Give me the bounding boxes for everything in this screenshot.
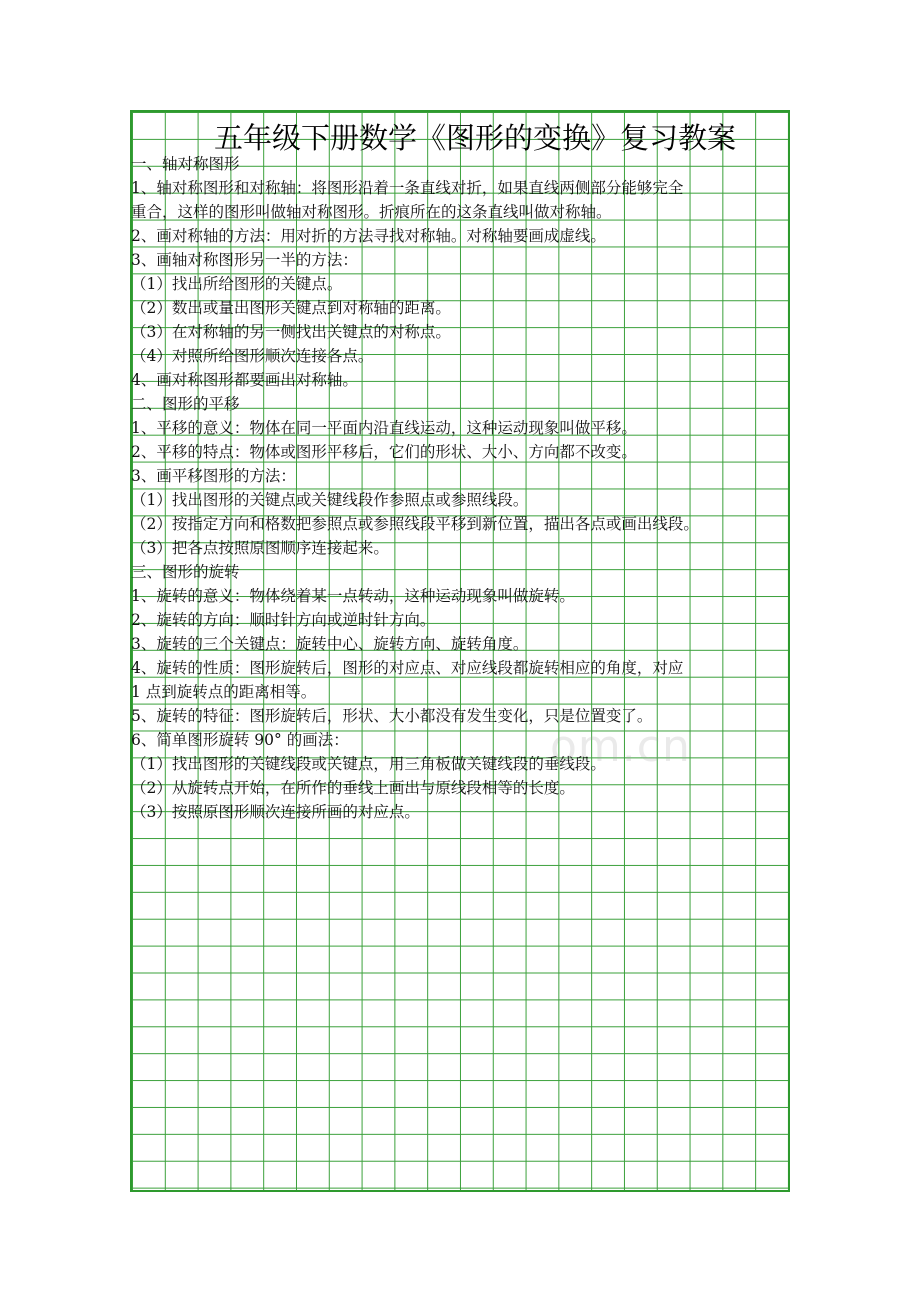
text-line: 4、画对称图形都要画出对称轴。 [131, 371, 358, 389]
text-line: （3）把各点按照原图顺序连接起来。 [131, 539, 389, 557]
text-line: （3）按照原图形顺次连接所画的对应点。 [131, 803, 420, 821]
text-line: 5、旋转的特征：图形旋转后，形状、大小都没有发生变化，只是位置变了。 [131, 707, 653, 725]
text-line: 3、画轴对称图形另一半的方法： [131, 251, 358, 269]
text-line: 1、旋转的意义：物体绕着某一点转动，这种运动现象叫做旋转。 [131, 587, 575, 605]
text-line: 重合，这样的图形叫做轴对称图形。折痕所在的这条直线叫做对称轴。 [131, 203, 612, 221]
text-line: 6、简单图形旋转 90° 的画法： [131, 731, 349, 749]
section-heading-translation: 二、图形的平移 [131, 395, 240, 413]
text-line: 2、平移的特点：物体或图形平移后，它们的形状、大小、方向都不改变。 [131, 443, 637, 461]
text-line: （2）按指定方向和格数把参照点或参照线段平移到新位置，描出各点或画出线段。 [131, 515, 699, 533]
text-line: （4）对照所给图形顺次连接各点。 [131, 347, 374, 365]
text-line: 1 点到旋转点的距离相等。 [131, 683, 317, 701]
text-line: （3）在对称轴的另一侧找出关键点的对称点。 [131, 323, 451, 341]
text-line: 3、旋转的三个关键点：旋转中心、旋转方向、旋转角度。 [131, 635, 529, 653]
watermark: om.cn [550, 721, 691, 772]
section-heading-rotation: 三、图形的旋转 [131, 563, 240, 581]
text-line: 4、旋转的性质：图形旋转后，图形的对应点、对应线段都旋转相应的角度，对应 [131, 659, 684, 677]
text-line: 1、轴对称图形和对称轴：将图形沿着一条直线对折，如果直线两侧部分能够完全 [131, 179, 684, 197]
text-line: （1）找出图形的关键线段或关键点，用三角板做关键线段的垂线段。 [131, 755, 606, 773]
text-line: 1、平移的意义：物体在同一平面内沿直线运动，这种运动现象叫做平移。 [131, 419, 637, 437]
text-line: （1）找出所给图形的关键点。 [131, 275, 343, 293]
text-line: 2、旋转的方向：顺时针方向或逆时针方向。 [131, 611, 436, 629]
text-line: 2、画对称轴的方法：用对折的方法寻找对称轴。对称轴要画成虚线。 [131, 227, 606, 245]
document-title: 五年级下册数学《图形的变换》复习教案 [214, 121, 737, 155]
section-heading-symmetry: 一、轴对称图形 [131, 155, 240, 173]
document-content [130, 112, 790, 1192]
text-line: （1）找出图形的关键点或关键线段作参照点或参照线段。 [131, 491, 529, 509]
text-line: （2）数出或量出图形关键点到对称轴的距离。 [131, 299, 451, 317]
text-line: 3、画平移图形的方法： [131, 467, 296, 485]
text-line: （2）从旋转点开始，在所作的垂线上画出与原线段相等的长度。 [131, 779, 575, 797]
